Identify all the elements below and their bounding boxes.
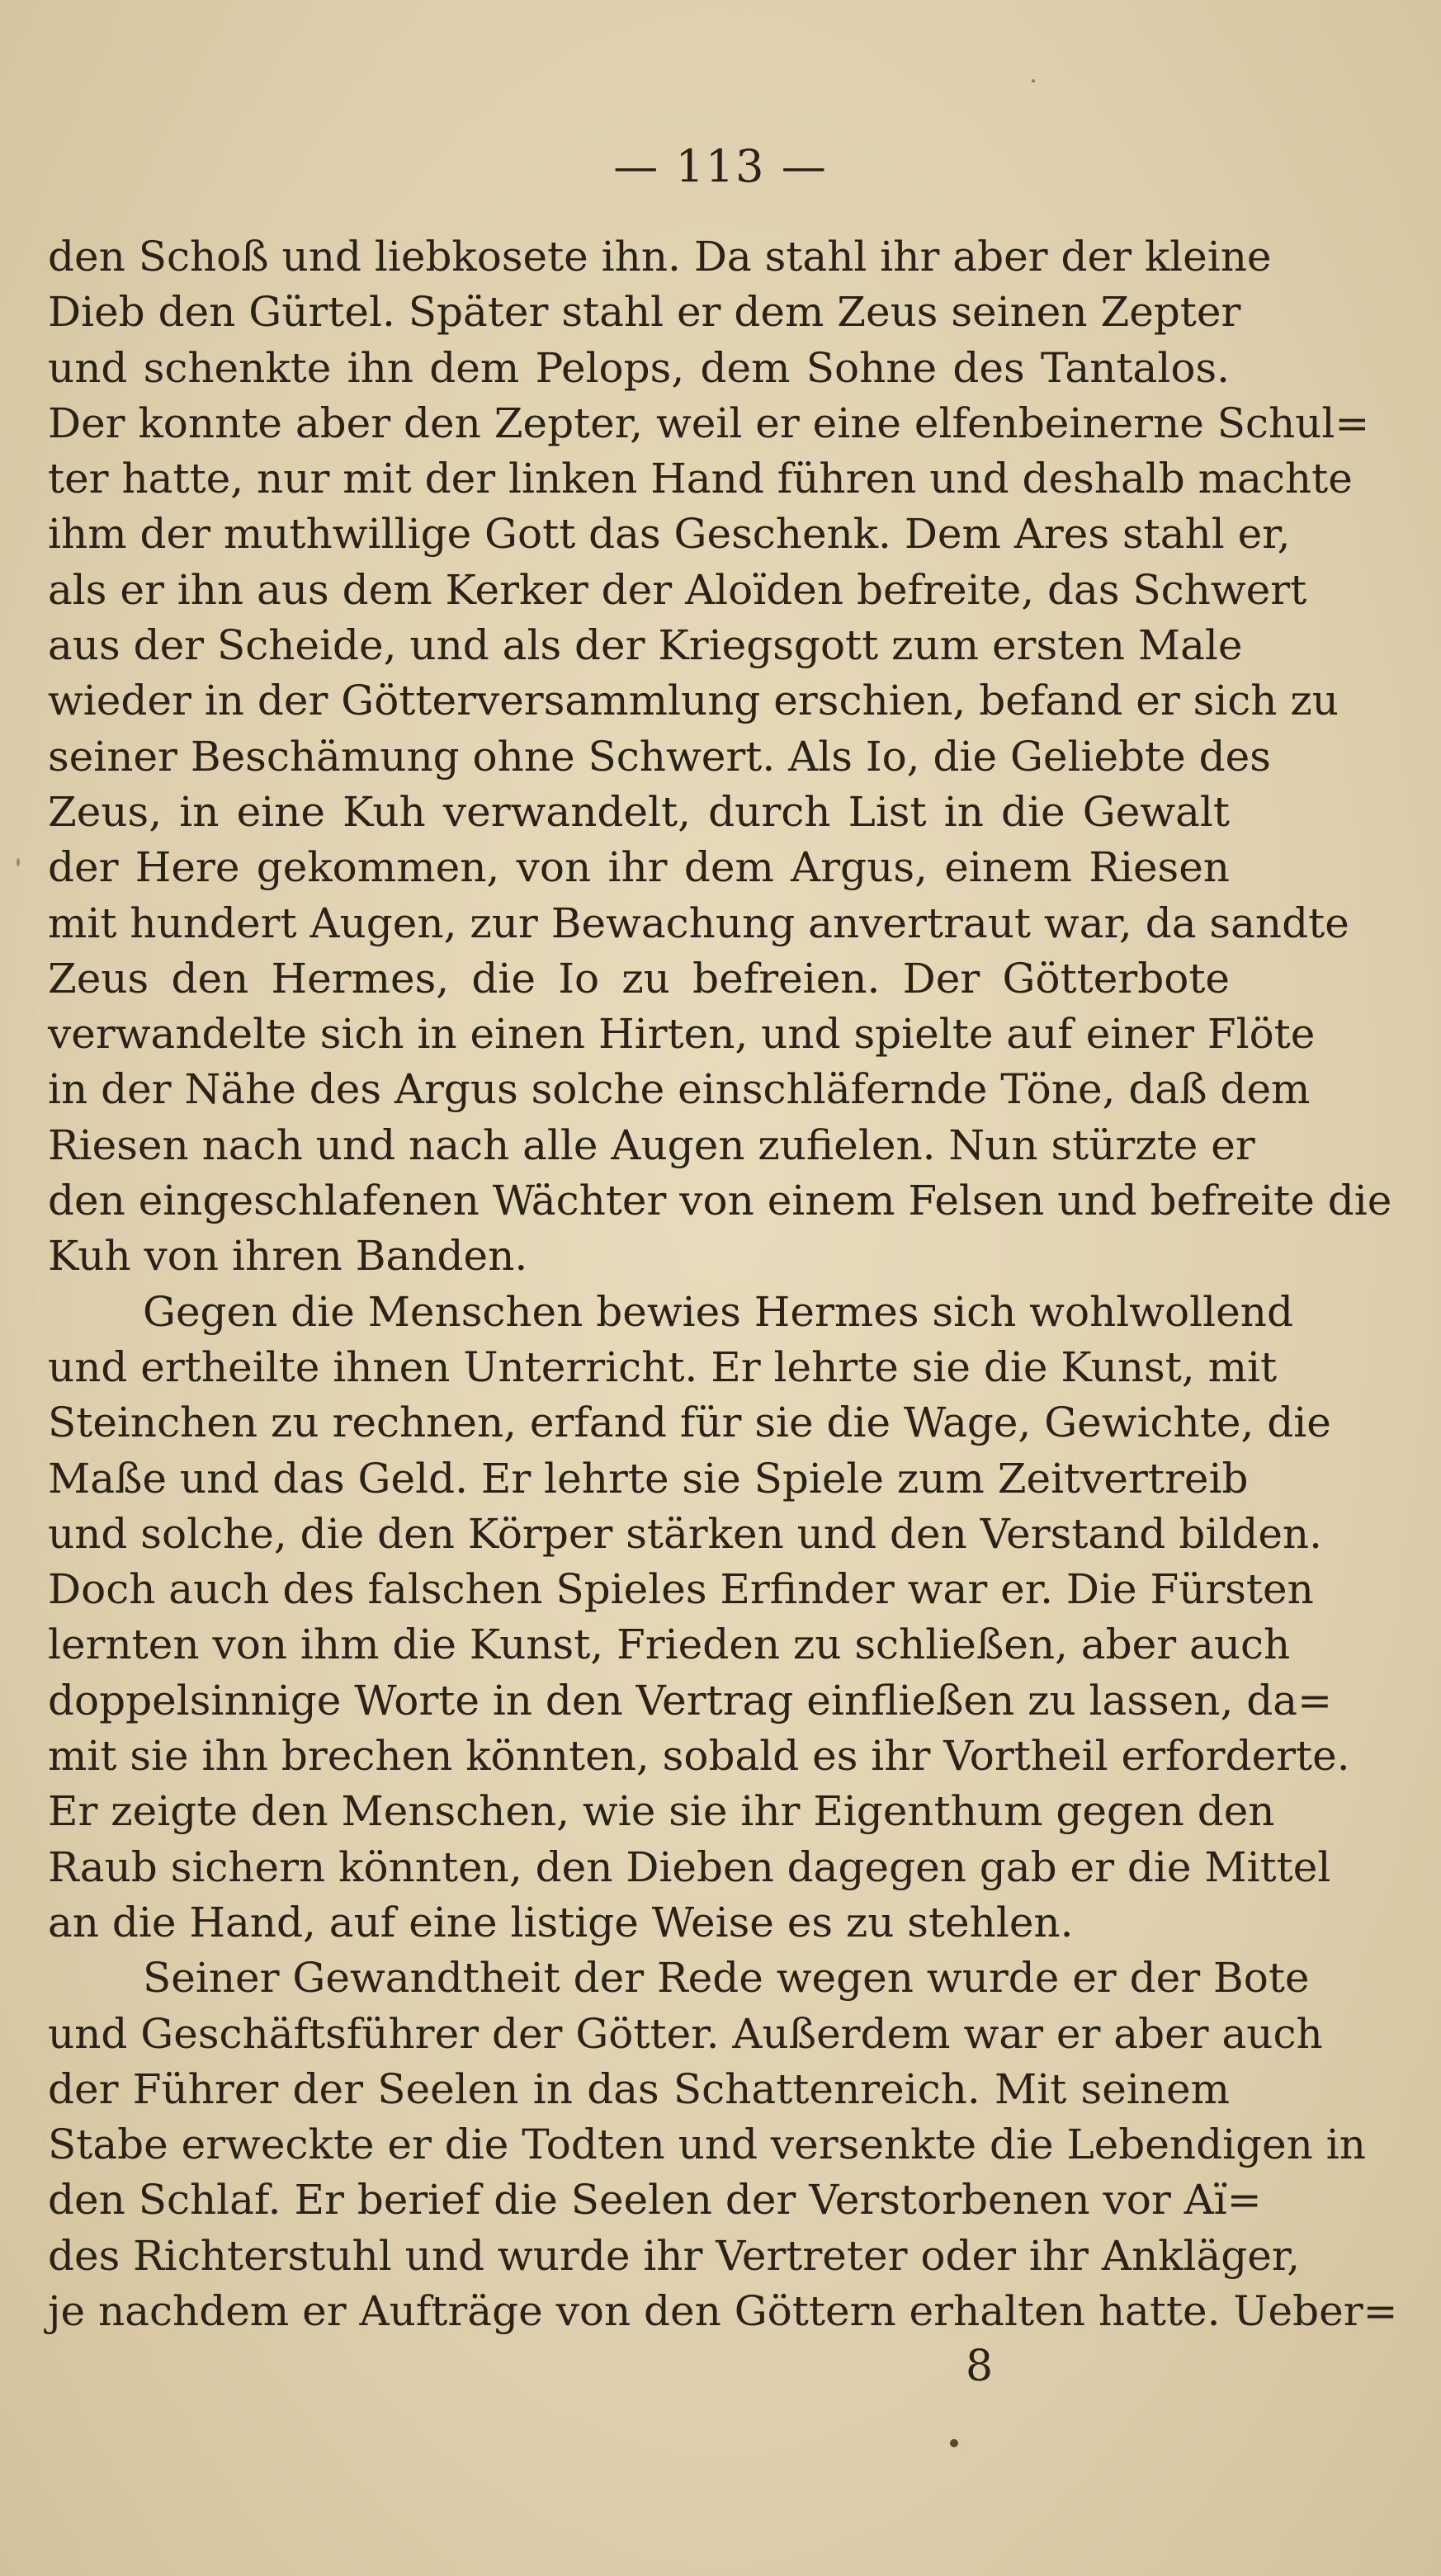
text-line: als er ihn aus dem Kerker der Aloïden befreite, das Schwert [48, 565, 1307, 614]
text-line: lernten von ihm die Kunst, Frieden zu schließen, aber auch [48, 1621, 1291, 1669]
text-line: Zeus, in eine Kuh verwandelt, durch List in die Gewalt [48, 787, 1230, 836]
text-line: Raub sichern könnten, den Dieben dagegen gab er die Mittel [48, 1842, 1331, 1891]
text-line: je nachdem er Aufträge von den Göttern erhalten hatte. Ueber= [48, 2286, 1398, 2335]
text-line: Der konnte aber den Zepter, weil er eine elfenbeinerne Schul= [48, 399, 1370, 447]
signature-mark: 8 [966, 2342, 994, 2391]
text-line: Kuh von ihren Banden. [48, 1232, 528, 1281]
text-line: Doch auch des falschen Spieles Erfinder war er. Die Fürsten [48, 1565, 1314, 1614]
text-line: und solche, die den Körper stärken und den Verstand bilden. [48, 1509, 1323, 1558]
text-line: den Schlaf. Er berief die Seelen der Verstorbenen vor Aï= [48, 2176, 1262, 2225]
text-line: und ertheilte ihnen Unterricht. Er lehrte sie die Kunst, mit [48, 1342, 1278, 1391]
text-line: verwandelte sich in einen Hirten, und spielte auf einer Flöte [48, 1010, 1316, 1059]
ink-speck [17, 858, 20, 866]
text-line: den Schoß und liebkosete ihn. Da stahl ihr aber der kleine [48, 233, 1272, 281]
text-line: und schenkte ihn dem Pelops, dem Sohne des Tantalos. [48, 343, 1230, 392]
ink-speck [950, 2439, 958, 2447]
text-line: und Geschäftsführer der Götter. Außerdem war er aber auch [48, 2009, 1323, 2058]
text-line: Seiner Gewandtheit der Rede wegen wurde er der Bote [143, 1954, 1310, 2003]
text-line: ter hatte, nur mit der linken Hand führen und deshalb machte [48, 455, 1353, 503]
text-line: Gegen die Menschen bewies Hermes sich wohlwollend [143, 1287, 1293, 1336]
text-line: des Richterstuhl und wurde ihr Vertreter oder ihr Ankläger, [48, 2231, 1301, 2280]
text-line: den eingeschlafenen Wächter von einem Felsen und befreite die [48, 1177, 1392, 1225]
paragraph-1 [48, 229, 1392, 1285]
paragraph-3 [48, 1951, 1398, 2339]
text-line: Dieb den Gürtel. Später stahl er dem Zeus seinen Zepter [48, 288, 1241, 337]
text-line: wieder in der Götterversammlung erschien, befand er sich zu [48, 677, 1339, 725]
text-line: seiner Beschämung ohne Schwert. Als Io, die Geliebte des [48, 732, 1271, 781]
text-line: Zeus den Hermes, die Io zu befreien. Der Götterbote [48, 954, 1230, 1003]
page-number-header: — 113 — [613, 140, 828, 192]
text-line: mit sie ihn brechen könnten, sobald es ihr Vortheil erforderte. [48, 1732, 1350, 1781]
text-line: mit hundert Augen, zur Bewachung anvertraut war, da sandte [48, 899, 1349, 947]
text-line: Steinchen zu rechnen, erfand für sie die Wage, Gewichte, die [48, 1399, 1331, 1447]
text-line: Riesen nach und nach alle Augen zufielen. Nun stürzte er [48, 1121, 1255, 1169]
text-line: ihm der muthwillige Gott das Geschenk. Dem Ares stahl er, [48, 510, 1291, 559]
text-line: der Here gekommen, von ihr dem Argus, einem Riesen [48, 843, 1230, 892]
ink-speck [1032, 79, 1035, 83]
text-line: in der Nähe des Argus solche einschläfernde Töne, daß dem [48, 1065, 1311, 1114]
text-line: doppelsinnige Worte in den Vertrag einfließen zu lassen, da= [48, 1676, 1332, 1724]
text-line: aus der Scheide, und als der Kriegsgott zum ersten Male [48, 621, 1243, 670]
text-line: Maße und das Geld. Er lehrte sie Spiele zum Zeitvertreib [48, 1454, 1249, 1503]
text-line: Er zeigte den Menschen, wie sie ihr Eigenthum gegen den [48, 1787, 1275, 1836]
text-line: an die Hand, auf eine listige Weise es zu stehlen. [48, 1898, 1074, 1946]
paragraph-2 [48, 1285, 1350, 1951]
body-text [48, 229, 1398, 2339]
text-line: Stabe erweckte er die Todten und versenkte die Lebendigen in [48, 2121, 1366, 2169]
text-line: der Führer der Seelen in das Schattenreich. Mit seinem [48, 2064, 1230, 2113]
